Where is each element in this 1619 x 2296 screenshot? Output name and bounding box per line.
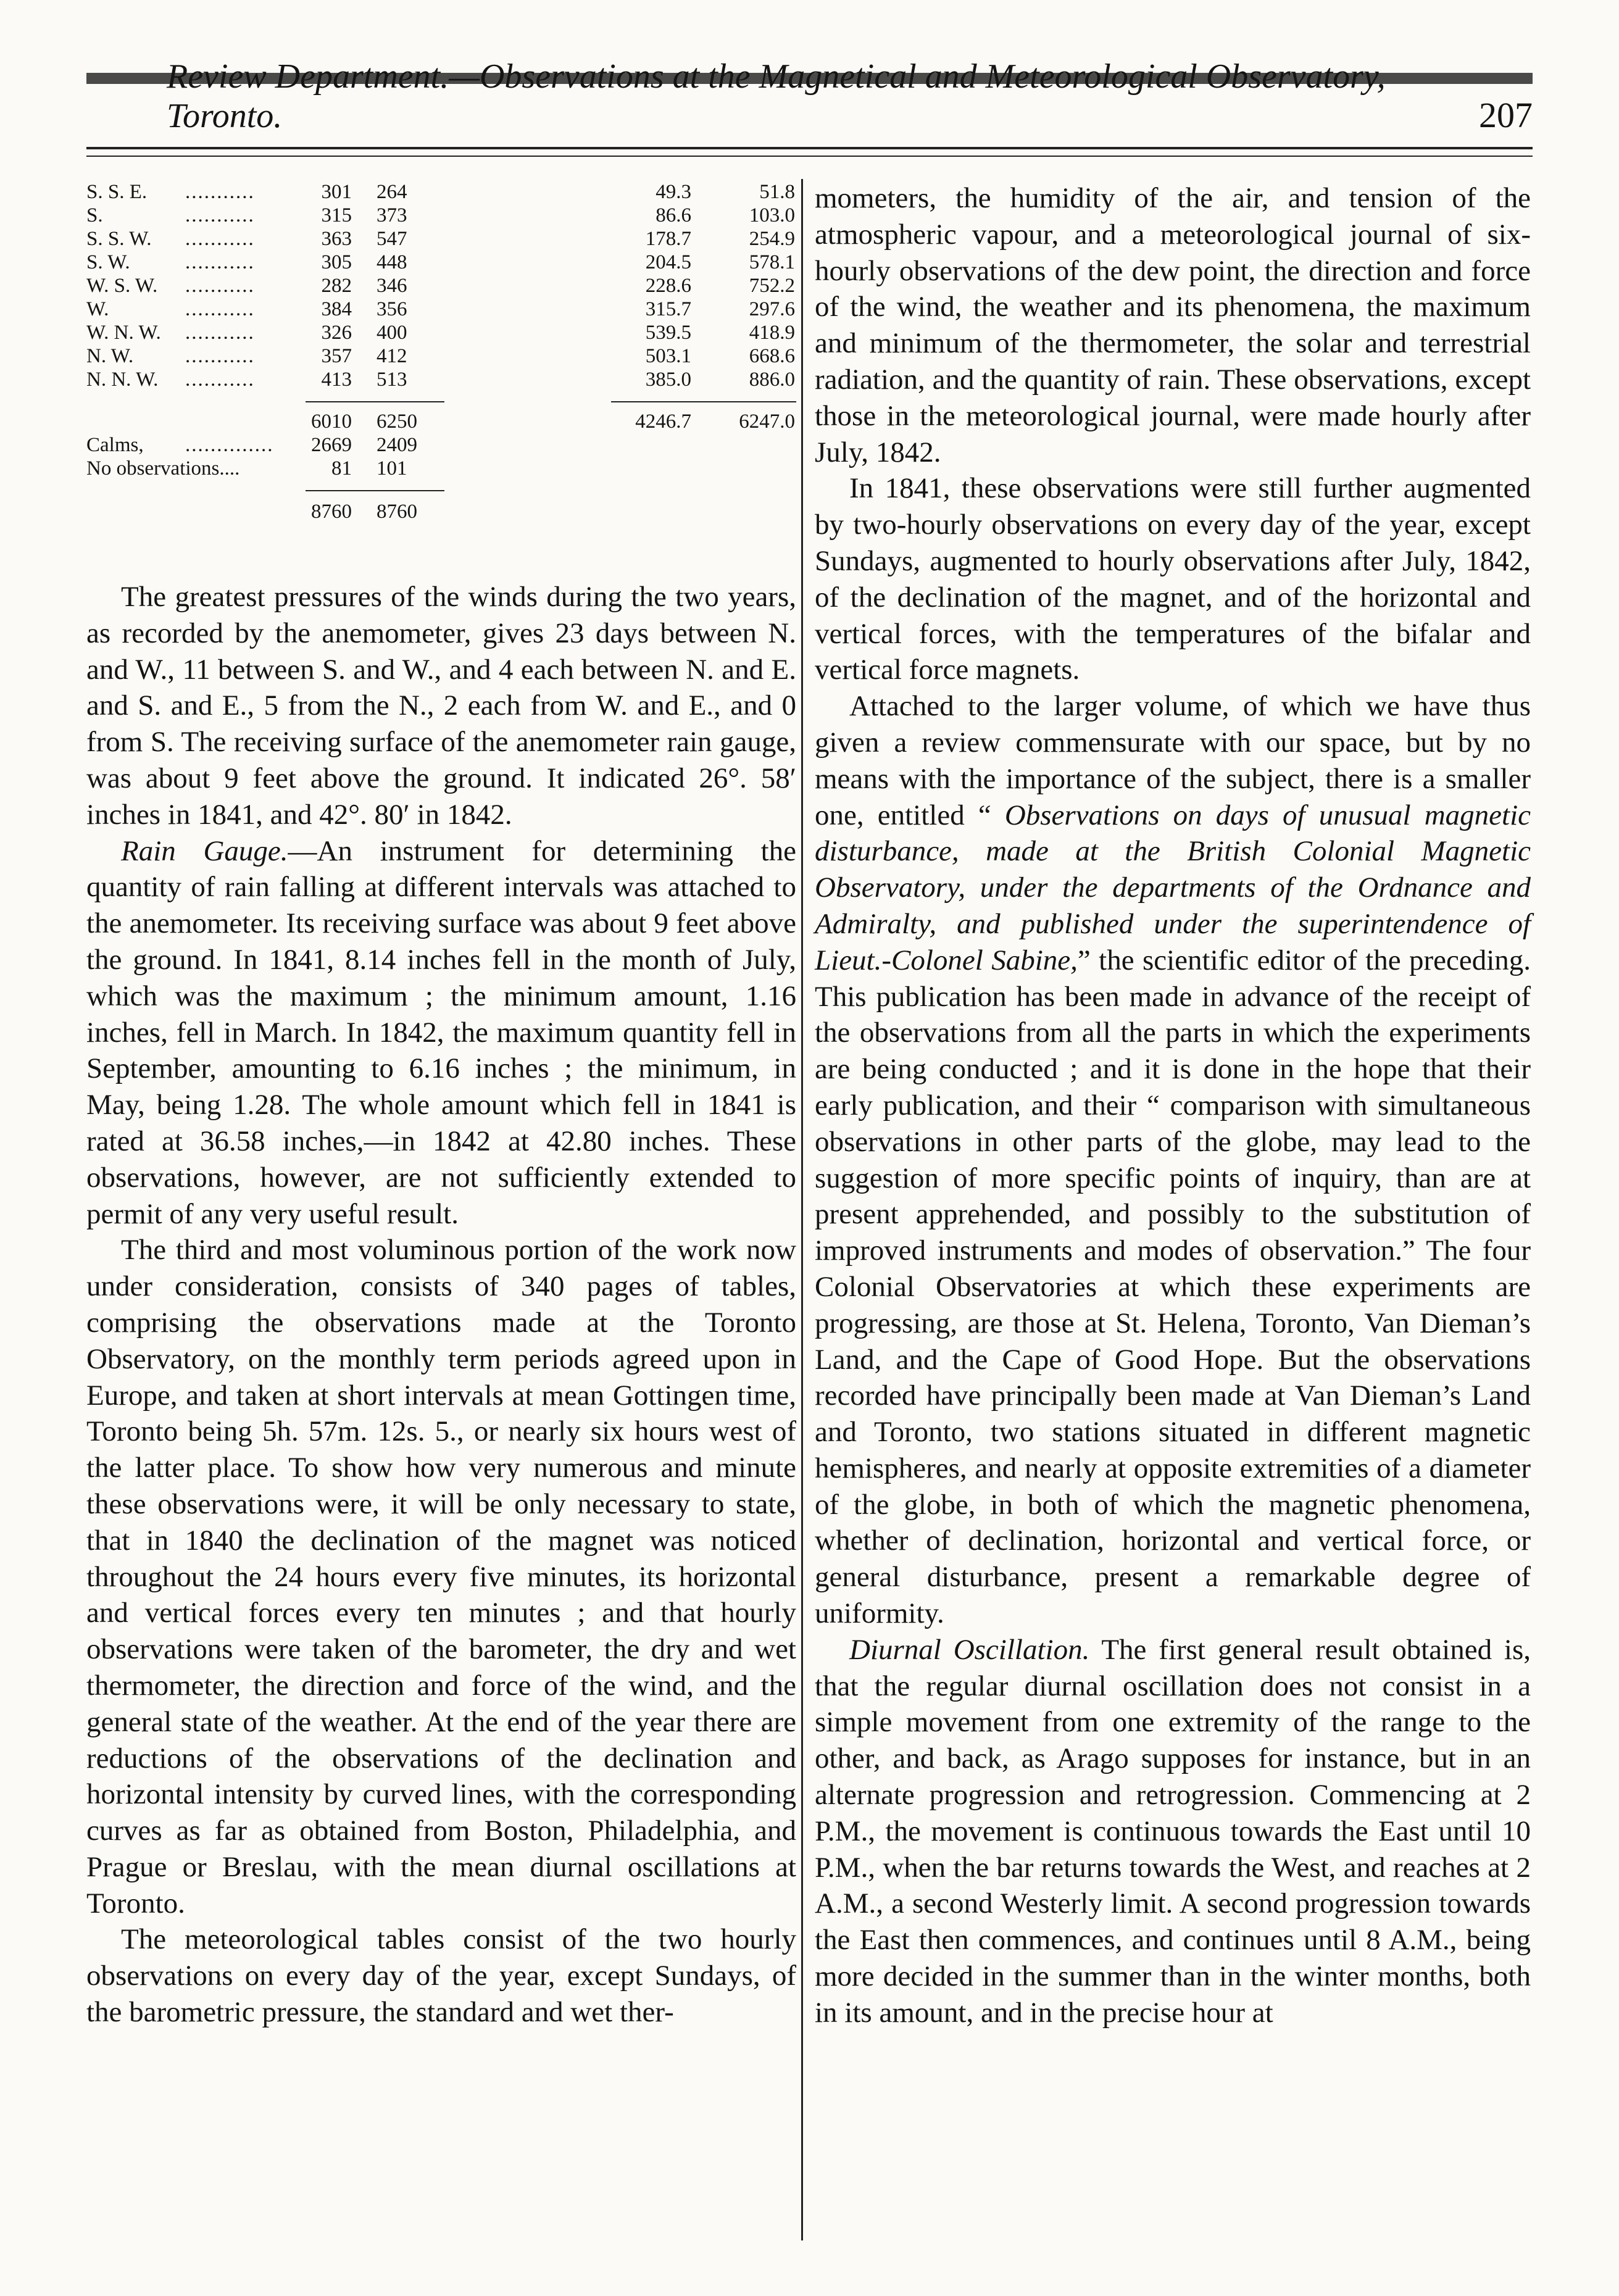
value-1841: 49.3 xyxy=(656,181,691,203)
direction-label: S. xyxy=(86,204,103,227)
count-1841: 282 xyxy=(321,275,352,297)
paragraph-smaller-volume xyxy=(815,688,1531,1632)
value-1841: 228.6 xyxy=(645,275,691,297)
count-1841: 357 xyxy=(321,345,352,367)
value-1842: 886.0 xyxy=(749,368,795,391)
value-1841: 204.5 xyxy=(645,251,691,273)
leader-dots: ........... xyxy=(185,275,255,297)
table-rule xyxy=(611,401,796,402)
table-rule xyxy=(306,490,444,491)
totals-row xyxy=(86,410,796,433)
no-observations-row xyxy=(86,457,796,480)
count-1842: 373 xyxy=(377,204,407,227)
count-1842: 346 xyxy=(377,275,407,297)
count-1842: 400 xyxy=(377,322,407,344)
value-1841: 539.5 xyxy=(645,322,691,344)
direction-label: W. N. W. xyxy=(86,322,161,344)
direction-label: W. xyxy=(86,298,109,320)
paragraph-continued: mometers, the humidity of the air, and tension of the atmospheric vapour, and a meteorological journal of six-hourly observations of the dew point, the direction and force of the wind, the weather and its phenomena, the maximum and minimum of the thermometer, the solar and terrestrial radiation, and the quantity of rain. These observations, except those in the meteorological journal, were made hourly after July, 1842. xyxy=(815,182,1531,468)
table-row xyxy=(86,368,796,391)
total-1842: 6250 xyxy=(377,410,417,433)
count-1841: 305 xyxy=(321,251,352,273)
total-1841: 6010 xyxy=(311,410,352,433)
value-1841: 178.7 xyxy=(645,228,691,250)
count-1842: 513 xyxy=(377,368,407,391)
direction-label: S. S. W. xyxy=(86,228,152,250)
direction-label: S. S. E. xyxy=(86,181,148,203)
smaller-volume-text-a: Attached to the larger volume, of which we have thus given a review commensurate with our space, but by no means with the importance of the subject, there is a smaller one, entitled “ xyxy=(815,690,1531,831)
diurnal-heading: Diurnal Oscillation. xyxy=(849,1633,1090,1666)
value-1842: 752.2 xyxy=(749,275,795,297)
count-1841: 384 xyxy=(321,298,352,320)
direction-label: N. W. xyxy=(86,345,134,367)
grand-total-row xyxy=(86,500,796,523)
header-rule xyxy=(86,147,1533,149)
diurnal-text: The first general result obtained is, that the regular diurnal oscillation does not consist in a simple movement from one extremity of the range to the other, and back, as Arago supposes for instance, but in an alternate progression and retrogression. Commencing at 2 P.M., the movement is continuous towards the East until 10 P.M., when the bar returns towards the West, and reaches at 2 A.M., a second Westerly limit. A second progression towards the East then commences, and continues until 8 A.M., being more decided in the summer than in the winter months, both in its amount, and in the precise hour at xyxy=(815,1633,1531,2029)
wind-table xyxy=(86,180,796,579)
table-row xyxy=(86,297,796,321)
value-1842: 254.9 xyxy=(749,228,795,250)
direction-label: W. S. W. xyxy=(86,275,158,297)
leader-dots: ........... xyxy=(185,368,255,391)
value-1842: 418.9 xyxy=(749,322,795,344)
rain-gauge-text: —An instrument for determining the quantity of rain falling at different intervals was attached to the anemometer. Its receiving surface was about 9 feet above the ground. In 1841, 8.14 inches fell in the month of July, which was the maximum ; the minimum amount, 1.16 inches, fell in March. In 1842, the maximum quantity fell in September, amounting to 6.16 inches ; the minimum, in May, being 1.28. The whole amount which fell in 1841 is rated at 36.58 inches,—in 1842 at 42.80 inches. These observations, however, are not sufficiently extended to permit of any very useful result. xyxy=(86,834,796,1230)
grand-total-1842: 8760 xyxy=(377,501,417,523)
calms-1842: 2409 xyxy=(377,434,417,456)
paragraph-meteorological: The meteorological tables consist of the two hourly observations on every day of the year, except Sundays, of the barometric pressure, the standard and wet ther- xyxy=(86,1923,796,2029)
value-1841: 503.1 xyxy=(645,345,691,367)
value-1841: 86.6 xyxy=(656,204,691,227)
no-obs-1841: 81 xyxy=(331,457,352,480)
paragraph-1841: In 1841, these observations were still further augmented by two-hourly observations on every day of the year, except Sundays, augmented to hourly observations after July, 1842, of the declination of the magnet, and of the horizontal and vertical forces, with the temperatures of the bifalar and vertical force magnets. xyxy=(815,472,1531,686)
leader-dots: ........... xyxy=(185,228,255,250)
count-1842: 264 xyxy=(377,181,407,203)
direction-label: N. N. W. xyxy=(86,368,159,391)
leader-dots: ........... xyxy=(185,204,255,227)
leader-dots: ........... xyxy=(185,345,255,367)
value-1842: 668.6 xyxy=(749,345,795,367)
header-title: Review Department.—Observations at the Magnetical and Meteorological Observatory, Toronto. xyxy=(167,57,1386,135)
running-header xyxy=(167,57,1533,136)
no-obs-1842: 101 xyxy=(377,457,407,480)
leader-dots: ........... xyxy=(185,322,255,344)
paragraph-diurnal-oscillation xyxy=(815,1632,1531,2031)
count-1842: 412 xyxy=(377,345,407,367)
rain-gauge-heading: Rain Gauge. xyxy=(121,834,288,867)
table-row xyxy=(86,344,796,368)
count-1841: 315 xyxy=(321,204,352,227)
calms-1841: 2669 xyxy=(311,434,352,456)
left-column xyxy=(86,180,796,2031)
count-1842: 448 xyxy=(377,251,407,273)
count-1841: 363 xyxy=(321,228,352,250)
value-1841: 315.7 xyxy=(645,298,691,320)
direction-label: S. W. xyxy=(86,251,130,273)
value-1842: 103.0 xyxy=(749,204,795,227)
smaller-volume-text-b: ” the scientific editor of the preceding. This publication has been made in advance of the receipt of the observations from all the parts in which the experiments are being conducted ; and it is done in the hope that their early publication, and their “ comparison with simultaneous observations in other parts of the globe, may lead to the suggestion of more specific points of inquiry, than are at present apprehended, and possibly to the substitution of improved instruments and modes of observation.” The four Colonial Observatories at which these experiments are progressing, are those at St. Helena, Toronto, Van Dieman’s Land, and the Cape of Good Hope. But the observations recorded have principally been made at Van Dieman’s Land and Toronto, two stations situated in different magnetic hemispheres, and nearly at opposite extremities of a diameter of the globe, in both of which the magnetic phenomena, whether of declination, horizontal and vertical force, or general disturbance, present a remarkable degree of uniformity. xyxy=(815,944,1531,1630)
count-1841: 301 xyxy=(321,181,352,203)
total-value-1842: 6247.0 xyxy=(739,410,795,433)
value-1842: 51.8 xyxy=(759,181,795,203)
table-row xyxy=(86,204,796,227)
column-divider xyxy=(801,179,803,2240)
count-1841: 413 xyxy=(321,368,352,391)
table-row xyxy=(86,180,796,204)
leader-dots: .............. xyxy=(185,434,274,456)
paragraph-winds: The greatest pressures of the winds during the two years, as recorded by the anemometer, gives 23 days between N. and W., 11 between S. and W., and 4 each between N. and E. and S. and E., 5 from the N., 2 each from W. and E., and 0 from S. The receiving surface of the anemometer rain gauge, was about 9 feet above the ground. It indicated 26°. 58′ inches in 1841, and 42°. 80′ in 1842. xyxy=(86,581,796,831)
right-column xyxy=(815,180,1531,2031)
total-value-1841: 4246.7 xyxy=(635,410,691,433)
calms-row xyxy=(86,433,796,457)
leader-dots: ........... xyxy=(185,251,255,273)
paragraph-rain-gauge xyxy=(86,833,796,1233)
table-rule xyxy=(306,401,444,402)
count-1841: 326 xyxy=(321,322,352,344)
value-1842: 297.6 xyxy=(749,298,795,320)
table-row xyxy=(86,321,796,344)
table-row xyxy=(86,251,796,274)
header-rule-thin xyxy=(86,156,1533,157)
leader-dots: ........... xyxy=(185,181,255,203)
value-1841: 385.0 xyxy=(645,368,691,391)
table-row xyxy=(86,227,796,251)
count-1842: 547 xyxy=(377,228,407,250)
count-1842: 356 xyxy=(377,298,407,320)
no-observations-label: No observations.... xyxy=(86,457,240,480)
smaller-volume-title: Observations on days of unusual magnetic disturbance, made at the British Colonial Magnetic Observatory, under the departments of the Ordnance and Admiralty, and published under the superintendence of Lieut.-Colonel Sabine, xyxy=(815,799,1531,976)
table-row xyxy=(86,274,796,297)
value-1842: 578.1 xyxy=(749,251,795,273)
page-number: 207 xyxy=(1479,95,1533,135)
leader-dots: ........... xyxy=(185,298,255,320)
grand-total-1841: 8760 xyxy=(311,501,352,523)
calms-label: Calms, xyxy=(86,434,144,456)
paragraph-tables: The third and most voluminous portion of the work now under consideration, consists of 340 pages of tables, comprising the observations made at the Toronto Observatory, on the monthly term periods agreed upon in Europe, and taken at short intervals at mean Gottingen time, Toronto being 5h. 57m. 12s. 5., or nearly six hours west of the latter place. To show how very numerous and minute these observations were, it will be only necessary to state, that in 1840 the declination of the magnet was noticed throughout the 24 hours every five minutes, its horizontal and vertical forces every ten minutes ; and that hourly observations were taken of the barometer, the dry and wet thermometer, the direction and force of the wind, and the general state of the weather. At the end of the year there are reductions of the observations of the declination and horizontal intensity by curved lines, with the corresponding curves as far as obtained from Boston, Philadelphia, and Prague or Breslau, with the mean diurnal oscillations at Toronto. xyxy=(86,1234,796,1920)
